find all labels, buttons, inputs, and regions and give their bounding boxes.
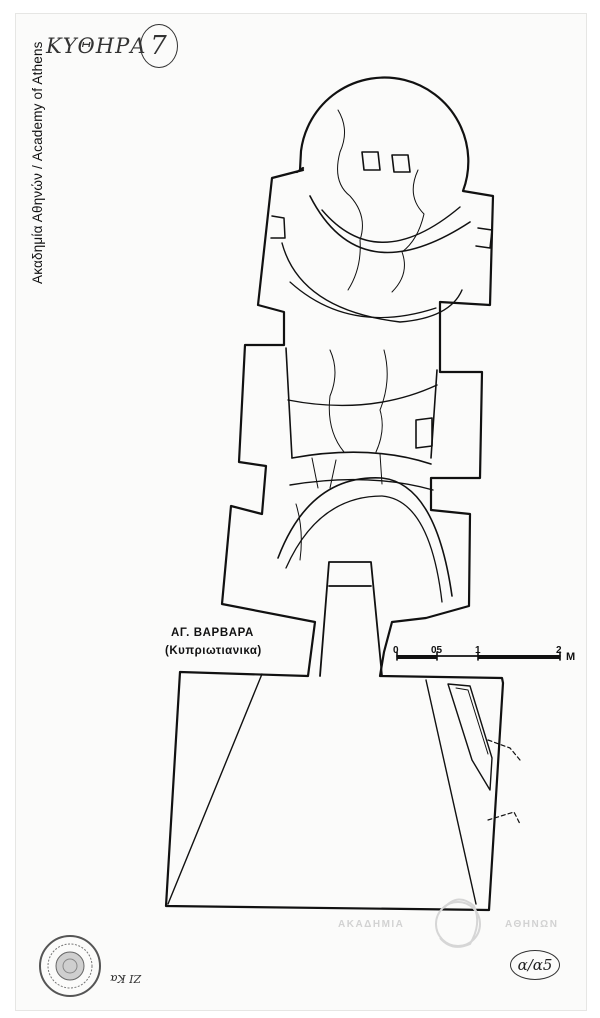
watermark-right: ΑΘΗΝΩΝ	[505, 919, 559, 930]
scale-label-0: 0	[393, 645, 399, 656]
handwritten-title: ΚΥΘΗΡΑ	[46, 34, 147, 58]
scale-label-2: 2	[556, 645, 562, 656]
academy-credit: Ακαδημία Αθηνών / Academy of Athens	[30, 41, 45, 284]
church-subtitle: (Κυπριωτιανικα)	[165, 645, 262, 657]
handwritten-number: 7	[140, 24, 178, 68]
watermark-emblem	[436, 899, 480, 946]
scale-label-05: 05	[431, 645, 443, 656]
church-name: ΑΓ. ΒΑΡΒΑΡΑ	[171, 627, 254, 639]
scale-label-1: 1	[475, 645, 481, 656]
scale-unit: M	[566, 651, 576, 663]
archive-stamp	[38, 934, 102, 998]
small-note: ΖΙ Κα	[110, 972, 142, 985]
watermark-left: ΑΚΑΔΗΜΙΑ	[338, 919, 405, 930]
sheet-number: α/α5	[510, 950, 560, 980]
